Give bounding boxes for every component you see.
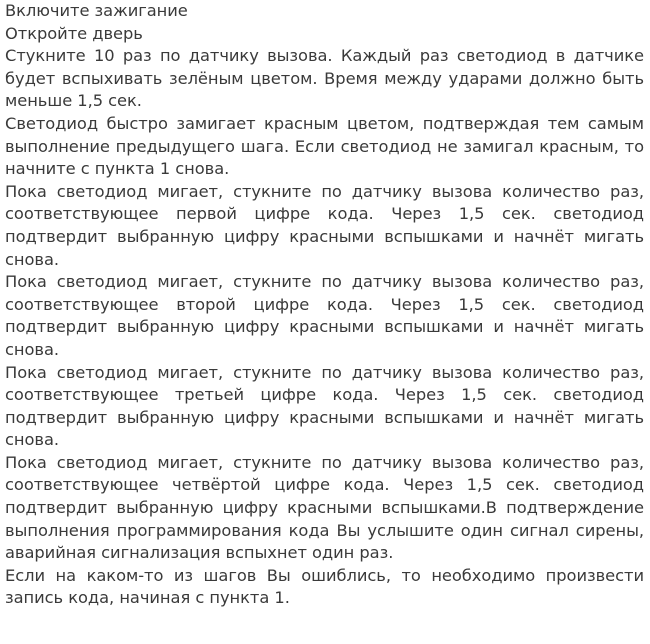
step-third-code-digit: Пока светодиод мигает, стукните по датчику вызова количество раз, соответствующее третьей цифре кода. Через 1,5 сек. светодиод подтвердит выбранную цифру красными вспышками и начнёт мигать снова.: [5, 362, 644, 450]
step-second-code-digit: Пока светодиод мигает, стукните по датчику вызова количество раз, соответствующее второй цифре кода. Через 1,5 сек. светодиод подтвердит выбранную цифру красными вспышками и начнёт мигать снова.: [5, 272, 644, 359]
step-fourth-code-digit: Пока светодиод мигает, стукните по датчику вызова количество раз, соответствующее четвёртой цифре кода. Через 1,5 сек. светодиод подтвердит выбранную цифру красными вспышками.В подтверждение выполнения программирования кода Вы услышите один сигнал сирены, аварийная сигнализация вспыхнет один раз.: [5, 452, 644, 563]
step-led-confirmation: Светодиод быстро замигает красным цветом, подтверждая тем самым выполнение предыдущего шага. Если светодиод не замигал красным, то начните с пункта 1 снова.: [5, 113, 644, 179]
step-turn-on-ignition: Включите зажигание: [5, 1, 188, 20]
step-open-door: Откройте дверь: [5, 23, 143, 43]
step-error-restart: Если на каком-то из шагов Вы ошиблись, то необходимо произвести запись кода, начиная с пункта 1.: [5, 565, 644, 608]
step-first-code-digit: Пока светодиод мигает, стукните по датчику вызова количество раз, соответствующее первой цифре кода. Через 1,5 сек. светодиод подтвердит выбранную цифру красными вспышками и начнёт мигать снова.: [5, 181, 644, 269]
step-tap-sensor-ten-times: Стукните 10 раз по датчику вызова. Каждый раз светодиод в датчике будет вспыхивать зелёным цветом. Время между ударами должно быть меньше 1,5 сек.: [5, 46, 644, 111]
